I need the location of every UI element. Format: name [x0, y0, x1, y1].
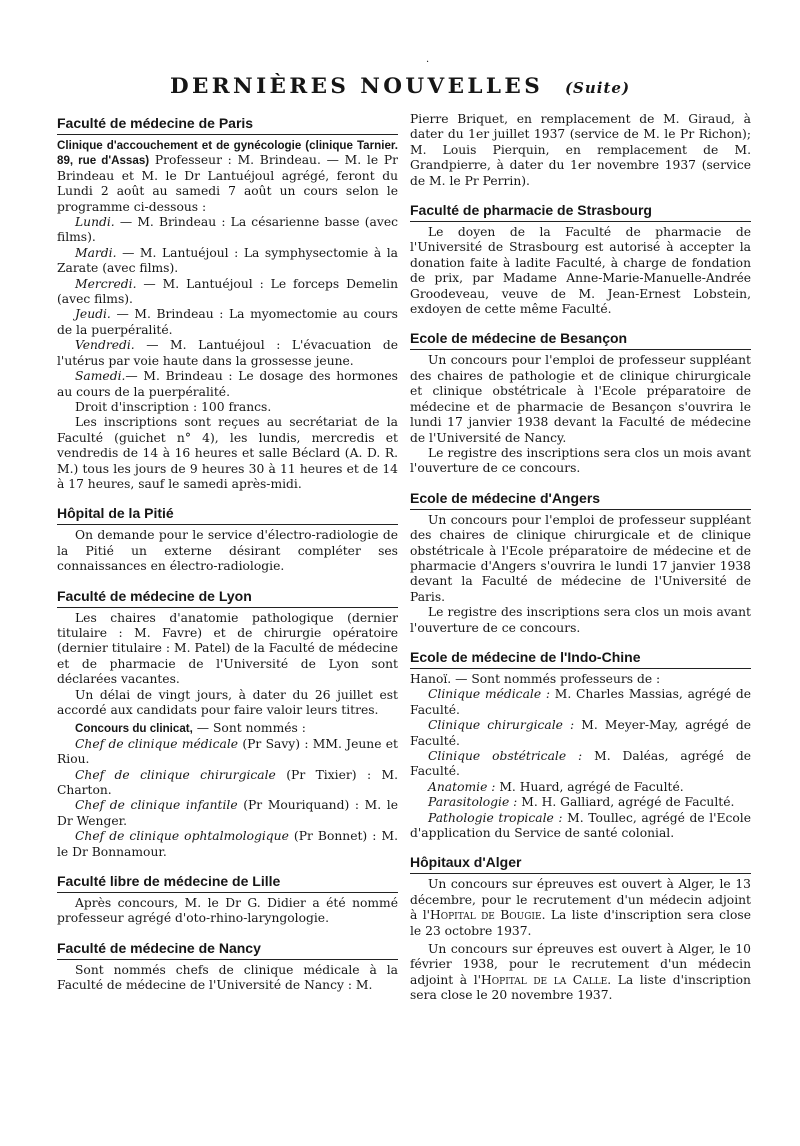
section-heading: Faculté de pharmacie de Strasbourg	[410, 202, 652, 219]
paragraph: Le registre des inscriptions sera clos un mois avant l'ouverture de ce concours.	[410, 605, 751, 635]
heading-rule	[410, 509, 751, 510]
role-label: Chef de clinique ophtalmologique	[75, 829, 289, 844]
paragraph-text: . La liste d'inscription sera close le 20 novembre 1937.	[410, 972, 751, 1003]
paragraph: Après concours, M. le Dr G. Didier a été nommé professeur agrégé d'oto-rhino-laryngologie.	[57, 896, 398, 926]
section-heading: Ecole de médecine de Besançon	[410, 330, 628, 347]
paragraph: Sont nommés chefs de clinique médicale à la Faculté de médecine de l'Université de Nancy : M.	[57, 962, 398, 993]
page-title-text: DERNIÈRES NOUVELLES	[169, 74, 544, 99]
day-label: Mercredi.	[75, 276, 137, 291]
section-faculte-paris	[57, 112, 398, 492]
role-label: Chef de clinique chirurgicale	[75, 767, 276, 782]
paragraph	[57, 338, 398, 369]
paragraph-text: — M. Lantuéjoul : Le forceps Demelin (avec films).	[57, 276, 398, 307]
paragraph	[57, 829, 398, 860]
heading-rule	[410, 873, 751, 874]
hospital-name: Hopital de Bougie	[430, 908, 542, 923]
section-heading: Faculté de médecine de Paris	[57, 115, 254, 131]
paragraph-text: M. Meyer-May, agrégé de Faculté.	[410, 718, 751, 748]
paragraph	[57, 369, 398, 400]
paragraph-text: — M. Brindeau : La myomectomie au cours de la puerpéralité.	[57, 307, 398, 337]
heading-rule	[57, 524, 398, 525]
paragraph	[57, 277, 398, 308]
paragraph	[410, 780, 751, 795]
paragraph-text: (Pr Bonnet) : M. le Dr Bonnamour.	[57, 829, 398, 859]
heading-rule	[410, 668, 751, 669]
paragraph: Un délai de vingt jours, à dater du 26 juillet est accordé aux candidats pour faire valoir leurs titres.	[57, 687, 398, 717]
right-column	[410, 112, 751, 1014]
heading-rule	[57, 607, 398, 608]
heading-rule	[410, 221, 751, 222]
paragraph: Le registre des inscriptions sera clos un mois avant l'ouverture de ce concours.	[410, 445, 751, 476]
paragraph-text: (Pr Tixier) : M. Charton.	[57, 767, 399, 798]
paragraph-text: Professeur : M. Brindeau. — M. le Pr Brindeau et M. le Dr Lantuéjoul agrégé, feront du Lundi 2 août au samedi 7 août un cours selon le programme ci-dessous :	[57, 153, 398, 214]
paragraph: Un concours pour l'emploi de professeur suppléant des chaires de clinique chirurgicale et de clinique obstétricale à l'Ecole préparatoire de médecine et de pharmacie d'Angers s'ouvrira le lundi 17 janvier 1938 devant la Faculté de médecine de l'Université de Paris.	[410, 512, 751, 604]
heading-rule	[57, 892, 398, 893]
section-heading: Faculté de médecine de Lyon	[57, 587, 252, 604]
section-heading: Hôpitaux d'Alger	[410, 854, 522, 871]
section-ecole-angers	[410, 487, 751, 636]
section-nancy-continued	[410, 112, 751, 189]
section-faculte-lyon	[57, 585, 398, 861]
paragraph-text: (Pr Savy) : MM. Jeune et Riou.	[57, 736, 398, 767]
day-label: Lundi.	[75, 215, 115, 230]
paragraph	[57, 768, 398, 799]
page-title	[0, 74, 800, 99]
paragraph	[57, 737, 398, 768]
paragraph	[410, 942, 751, 1004]
page-title-suffix: (Suite)	[564, 79, 631, 97]
paragraph	[57, 138, 398, 215]
section-heading: Hôpital de la Pitié	[57, 505, 174, 522]
paragraph-text: M. Huard, agrégé de Faculté.	[495, 779, 684, 794]
clinic-label: Clinique d'accouchement et de gynécologie (clinique Tarnier. 89, rue d'Assas)	[57, 139, 398, 168]
paragraph-text: — Sont nommés :	[192, 721, 306, 736]
section-heading: Ecole de médecine d'Angers	[410, 489, 601, 506]
subject-label: Pathologie tropicale :	[428, 810, 563, 825]
hospital-name: Hopital de la Calle	[481, 972, 608, 987]
paragraph	[57, 307, 398, 338]
paragraph-text: — M. Brindeau : Le dosage des hormones au cours de la puerpéralité.	[57, 369, 398, 399]
paragraph-text: Un concours sur épreuves est ouvert à Alger, le 10 février 1938, pour le recrutement d'un médecin adjoint à l'	[410, 942, 751, 987]
section-ecole-indochine	[410, 646, 751, 841]
paragraph	[57, 798, 398, 829]
paragraph-text: — M. Brindeau : La césarienne basse (avec films).	[57, 215, 398, 245]
section-hopitaux-alger	[410, 851, 751, 1003]
paragraph	[57, 246, 398, 277]
heading-rule	[57, 134, 398, 135]
day-label: Vendredi.	[75, 338, 135, 353]
paragraph	[410, 687, 751, 718]
paragraph: Le doyen de la Faculté de pharmacie de l'Université de Strasbourg est autorisé à accepter la donation faite à ladite Faculté, à charge de fondation de prix, par Madame Anne-Marie-Manuelle-Andrée Groodeveau, veuve de M. Jean-Ernest Lobstein, exdoyen de cette même Faculté.	[410, 225, 751, 317]
paragraph: Pierre Briquet, en remplacement de M. Giraud, à dater du 1er juillet 1937 (service de M. le Pr Richon); M. Louis Pierquin, en remplacement de M. Grandpierre, à dater du 1er novembre 1937 (service de M. le Pr Perrin).	[410, 112, 751, 188]
paragraph	[410, 749, 751, 780]
subheading: Concours du clinicat,	[75, 722, 193, 736]
paragraph	[410, 795, 751, 810]
section-faculte-nancy	[57, 937, 398, 994]
paragraph: Les inscriptions sont reçues au secrétariat de la Faculté (guichet n° 4), les lundis, mercredis et vendredis de 14 à 16 heures et salle Béclard (A. D. R. M.) tous les jours de 9 heures 30 à 11 heures et de 14 à 17 heures, sauf le samedi après-midi.	[57, 415, 398, 491]
section-pharmacie-strasbourg	[410, 199, 751, 317]
page-dot: ·	[426, 57, 430, 68]
day-label: Mardi.	[75, 245, 117, 260]
heading-rule	[57, 959, 398, 960]
paragraph	[57, 721, 398, 736]
paragraph-text: M. H. Galliard, agrégé de Faculté.	[517, 795, 735, 810]
heading-rule	[410, 349, 751, 350]
paragraph-text: . La liste d'inscription sera close le 23 octobre 1937.	[410, 908, 751, 938]
paragraph: Droit d'inscription : 100 francs.	[75, 399, 272, 414]
subject-label: Clinique obstétricale :	[428, 749, 583, 763]
paragraph	[57, 215, 398, 246]
left-column	[57, 112, 398, 1004]
section-heading: Faculté libre de médecine de Lille	[57, 873, 281, 890]
section-hopital-pitie	[57, 502, 398, 574]
paragraph-text: (Pr Mouriquand) : M. le Dr Wenger.	[57, 798, 398, 828]
paragraph-text: — M. Lantuéjoul : La symphysectomie à la Zarate (avec films).	[57, 245, 398, 276]
role-label: Chef de clinique infantile	[75, 798, 238, 813]
paragraph: Un concours pour l'emploi de professeur suppléant des chaires de pathologie et de clinique chirurgicale et clinique obstétricale à l'Ecole préparatoire de médecine et de pharmacie de Besançon s'ouvrira le lundi 17 janvier 1938 devant la Faculté de médecine de l'Université de Nancy.	[410, 353, 751, 445]
paragraph	[410, 811, 751, 842]
paragraph-text: M. Daléas, agrégé de Faculté.	[410, 749, 751, 779]
subject-label: Clinique chirurgicale :	[428, 718, 575, 733]
paragraph: On demande pour le service d'électro-radiologie de la Pitié un externe désirant compléter ses connaissances en électro-radiologie.	[57, 528, 398, 574]
paragraph-text: Un concours sur épreuves est ouvert à Alger, le 13 décembre, pour le recrutement d'un médecin adjoint à l'	[410, 877, 751, 923]
paragraph-text: M. Toullec, agrégé de l'Ecole d'application du Service de santé colonial.	[410, 810, 752, 841]
subject-label: Clinique médicale :	[428, 687, 551, 702]
section-heading: Faculté de médecine de Nancy	[57, 939, 261, 956]
section-faculte-lille	[57, 870, 398, 927]
paragraph-text: M. Charles Massias, agrégé de Faculté.	[410, 687, 751, 717]
paragraph	[410, 877, 751, 939]
day-label: Jeudi.	[75, 307, 111, 322]
subject-label: Parasitologie :	[428, 795, 518, 810]
role-label: Chef de clinique médicale	[75, 736, 239, 751]
paragraph-text: — M. Lantuéjoul : L'évacuation de l'utérus par voie haute dans la grossesse jeune.	[57, 338, 398, 368]
paragraph: Hanoï. — Sont nommés professeurs de :	[410, 671, 661, 686]
paragraph: Les chaires d'anatomie pathologique (dernier titulaire : M. Favre) et de chirurgie opératoire (dernier titulaire : M. Patel) de la Faculté de médecine et de pharmacie de l'Université de Lyon sont déclarées vacantes.	[57, 610, 398, 687]
section-ecole-besancon	[410, 327, 751, 476]
section-heading: Ecole de médecine de l'Indo-Chine	[410, 648, 641, 665]
subject-label: Anatomie :	[428, 779, 496, 794]
paragraph	[410, 718, 751, 749]
day-label: Samedi.	[75, 369, 126, 384]
